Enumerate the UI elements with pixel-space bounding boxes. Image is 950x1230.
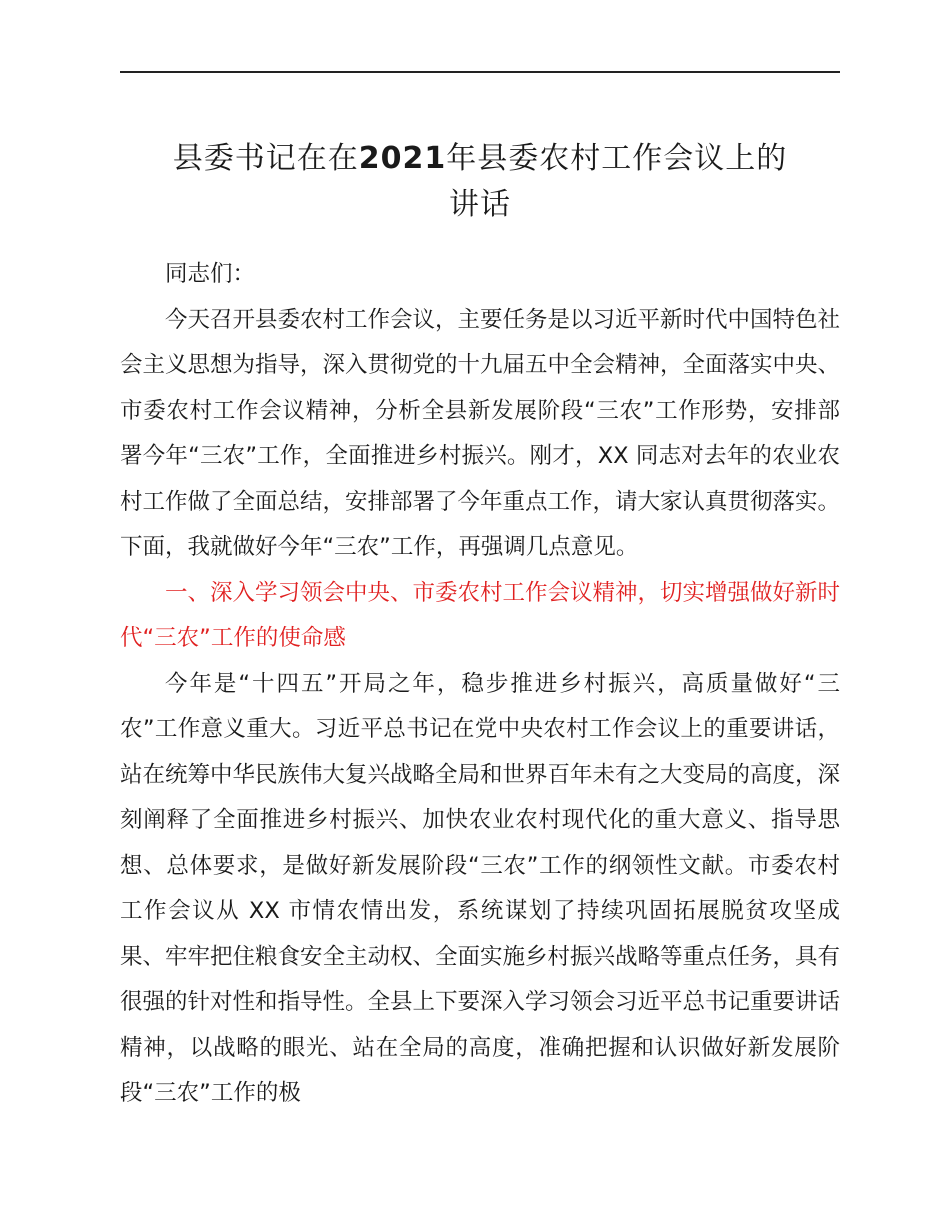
salutation: 同志们： xyxy=(165,261,256,287)
section-heading-1: 一、深入学习领会中央、市委农村工作会议精神，切实增强做好新时代“三农”工作的使命感 xyxy=(120,579,841,651)
document-body xyxy=(120,252,840,1117)
title-year: 2021 xyxy=(358,141,447,176)
paragraph-intro: 今天召开县委农村工作会议，主要任务是以习近平新时代中国特色社会主义思想为指导，深入贯彻党的十九届五中全会精神，全面落实中央、市委农村工作会议精神，分析全县新发展阶段“三农”工作形势，安排部署今年“三农”工作，全面推进乡村振兴。刚才，XX 同志对去年的农业农村工作做了全面总结，安排部署了今年重点工作，请大家认真贯彻落实。下面，我就做好今年“三农”工作，再强调几点意见。 xyxy=(120,306,841,560)
header-rule xyxy=(120,71,840,73)
paragraph-section-1: 今年是“十四五”开局之年，稳步推进乡村振兴，高质量做好“三农”工作意义重大。习近平总书记在党中央农村工作会议上的重要讲话，站在统筹中华民族伟大复兴战略全局和世界百年未有之大变局的高度，深刻阐释了全面推进乡村振兴、加快农业农村现代化的重大意义、指导思想、总体要求，是做好新发展阶段“三农”工作的纲领性文献。市委农村工作会议从 XX 市情农情出发，系统谋划了持续巩固拓展脱贫攻坚成果、牢牢把住粮食安全主动权、全面实施乡村振兴战略等重点任务，具有很强的针对性和指导性。全县上下要深入学习领会习近平总书记重要讲话精神，以战略的眼光、站在全局的高度，准确把握和认识做好新发展阶段“三农”工作的极 xyxy=(120,670,841,1106)
title-text-pre: 县委书记在在 xyxy=(172,141,359,176)
title-text-post: 年县委农村工作会议上的 xyxy=(446,141,788,176)
document-title xyxy=(110,136,850,228)
title-line-2: 讲话 xyxy=(449,187,511,222)
